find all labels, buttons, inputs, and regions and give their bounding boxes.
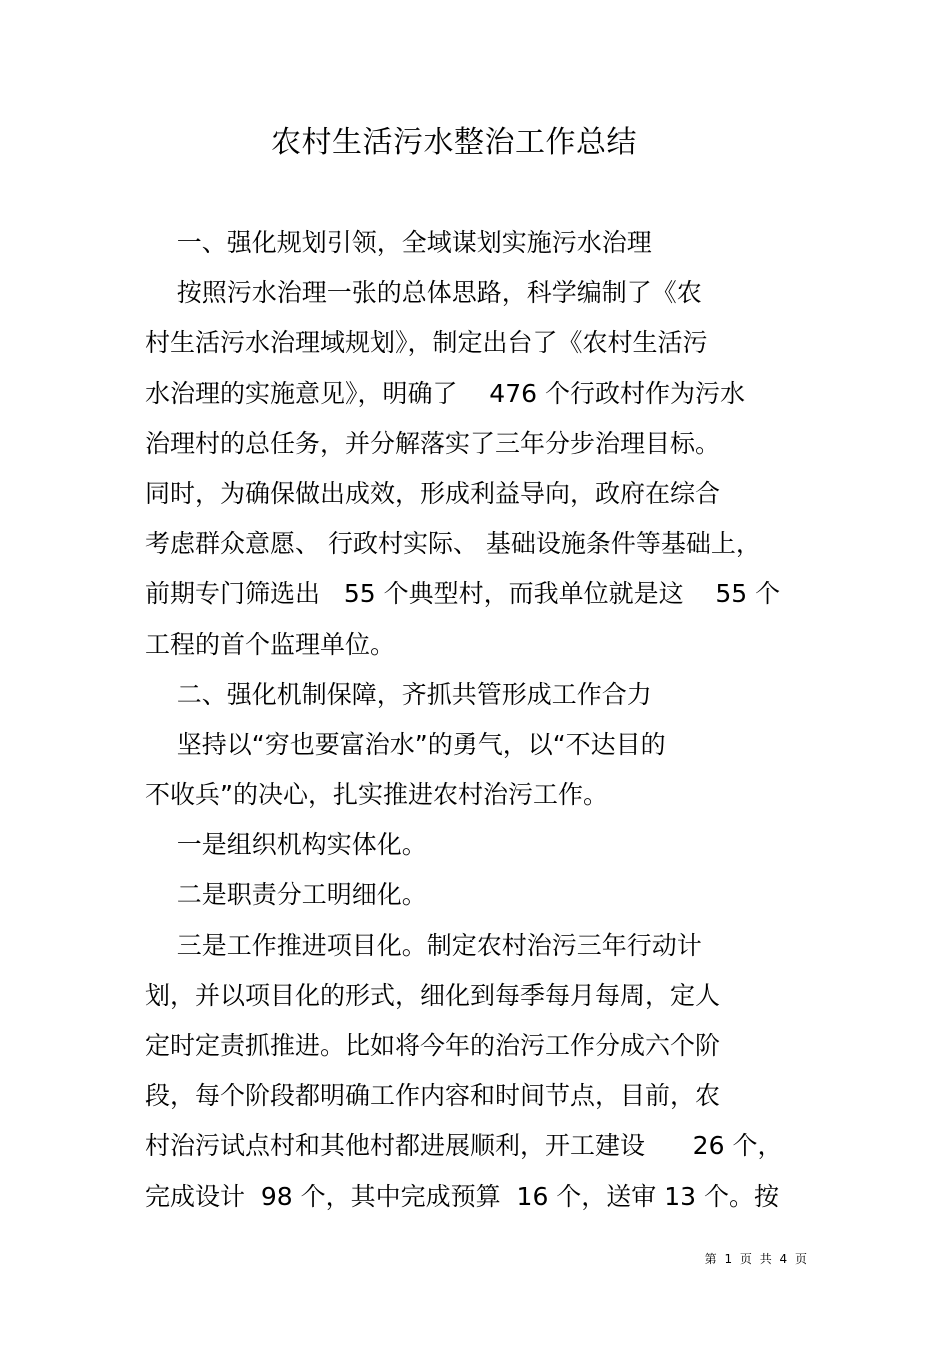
document-title: 农村生活污水整治工作总结 [271,125,637,160]
body-line: 按照污水治理一张的总体思路，科学编制了《农 [145,278,702,308]
body-line: 治理村的总任务，并分解落实了三年分步治理目标。 [145,428,721,458]
page-number-footer: 第 1 页 共 4 页 [704,1252,807,1266]
body-line: 村治污试点村和其他村都进展顺利，开工建设 26 个， [145,1131,783,1161]
body-line: 坚持以“穷也要富治水”的勇气，以“不达目的 [145,729,666,759]
body-line: 一、强化规划引领，全域谋划实施污水治理 [145,228,652,257]
body-line: 一是组织机构实体化。 [145,830,427,860]
body-line: 划，并以项目化的形式，细化到每季每月每周，定人 [145,980,721,1010]
body-line: 不收兵”的决心，扎实推进农村治污工作。 [145,780,608,810]
body-line: 同时，为确保做出成效，形成利益导向，政府在综合 [145,478,721,508]
body-line: 定时定责抓推进。比如将今年的治污工作分成六个阶 [145,1031,721,1060]
body-line: 段，每个阶段都明确工作内容和时间节点，目前，农 [145,1081,721,1111]
body-line: 前期专门筛选出 55 个典型村，而我单位就是这 55 个 [145,579,781,609]
body-line: 考虑群众意愿、 行政村实际、 基础设施条件等基础上， [145,529,761,559]
body-line: 工程的首个监理单位。 [145,629,396,659]
body-line: 二是职责分工明细化。 [145,880,427,910]
document-body [145,218,810,1222]
body-line: 三是工作推进项目化。制定农村治污三年行动计 [145,930,702,960]
body-line: 村生活污水治理域规划》，制定出台了《农村生活污 [145,328,708,358]
body-line: 完成设计 98 个，其中完成预算 16 个，送审 13 个。按 [145,1181,780,1211]
body-line: 水治理的实施意见》，明确了 476 个行政村作为污水 [145,378,745,408]
body-line: 二、强化机制保障，齐抓共管形成工作合力 [145,679,652,709]
